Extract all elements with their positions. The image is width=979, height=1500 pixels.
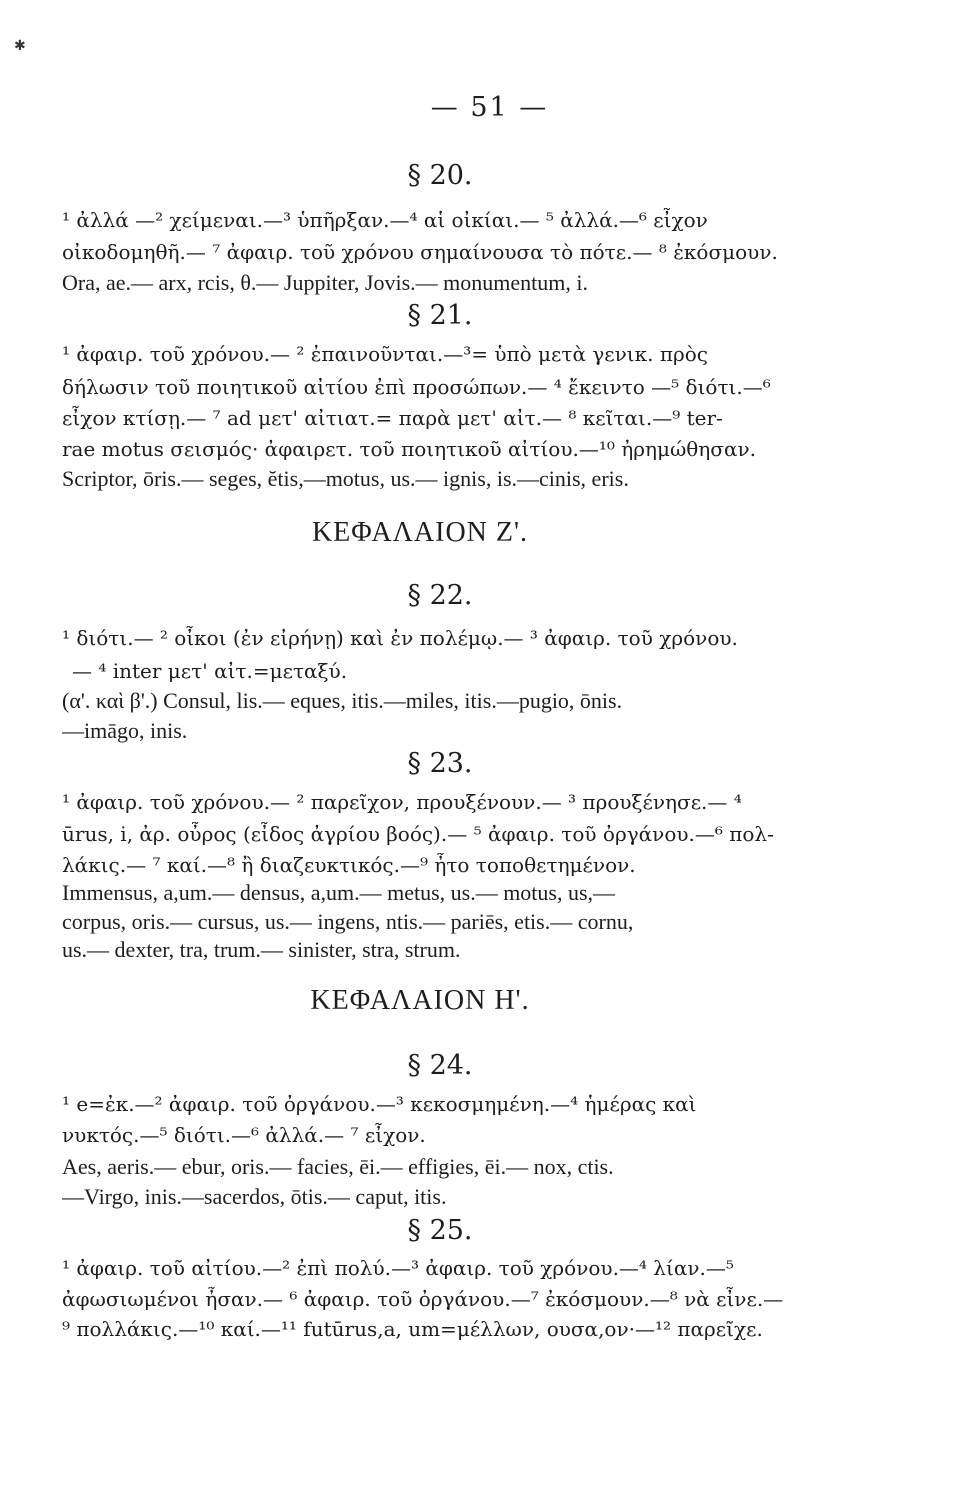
text-line: — ⁴ inter μετ' αἰτ.=μεταξύ. [72, 659, 348, 683]
text-line: ¹ ἀφαιρ. τοῦ αἰτίου.—² ἐπὶ πολύ.—³ ἀφαιρ. τοῦ χρόνου.—⁴ λίαν.—⁵ [62, 1256, 734, 1280]
text-line: οἰκοδομηθῆ.— ⁷ ἀφαιρ. τοῦ χρόνου σημαίνουσα τὸ πότε.— ⁸ ἐκόσμουν. [62, 240, 778, 264]
text-line: ¹ διότι.— ² οἶκοι (ἐν εἰρήνῃ) καὶ ἐν πολέμῳ.— ³ ἀφαιρ. τοῦ χρόνου. [62, 626, 738, 650]
section-heading-25: § 25. [407, 1215, 473, 1246]
text-line: λάκις.— ⁷ καί.—⁸ ἢ διαζευκτικός.—⁹ ἦτο τοποθετημένον. [62, 853, 636, 877]
text-line: ¹ ἀλλά —² χείμεναι.—³ ὑπῆρξαν.—⁴ αἱ οἰκίαι.— ⁵ ἀλλά.—⁶ εἶχον [62, 208, 708, 232]
text-line: —imāgo, inis. [62, 718, 188, 743]
text-line: δήλωσιν τοῦ ποιητικοῦ αἰτίου ἐπὶ προσώπων.— ⁴ ἔκειντο —⁵ διότι.—⁶ [62, 375, 771, 399]
chapter-title-8: ΚΕΦΑΛΑΙΟΝ Η'. [310, 985, 530, 1016]
section-heading-23: § 23. [407, 748, 473, 779]
page-number: — 51 — [430, 92, 549, 123]
text-line: Aes, aeris.— ebur, oris.— facies, ēi.— effigies, ēi.— nox, ctis. [62, 1154, 614, 1179]
text-line: ¹ e=ἐκ.—² ἀφαιρ. τοῦ ὀργάνου.—³ κεκοσμημένη.—⁴ ἡμέρας καὶ [62, 1092, 697, 1116]
text-line: Ora, ae.— arx, rcis, θ.— Juppiter, Jovis.— monumentum, i. [62, 270, 588, 295]
text-line: (α'. καὶ β'.) Consul, lis.— eques, itis.—miles, itis.—pugio, ōnis. [62, 688, 623, 713]
section-heading-24: § 24. [407, 1050, 473, 1081]
text-line: rae motus σεισμός· ἀφαιρετ. τοῦ ποιητικοῦ αἰτίου.—¹⁰ ἠρημώθησαν. [62, 437, 756, 461]
chapter-title-7: ΚΕΦΑΛΑΙΟΝ Ζ'. [311, 517, 529, 548]
text-line: —Virgo, inis.—sacerdos, ōtis.— caput, itis. [62, 1184, 447, 1209]
text-line: ἀφωσιωμένοι ἦσαν.— ⁶ ἀφαιρ. τοῦ ὀργάνου.—⁷ ἐκόσμουν.—⁸ νὰ εἶνε.— [62, 1287, 784, 1311]
text-line: Immensus, a,um.— densus, a,um.— metus, us.— motus, us,— [62, 880, 616, 905]
text-line: ¹ ἀφαιρ. τοῦ χρόνου.— ² παρεῖχον, προυξένουν.— ³ προυξένησε.— ⁴ [62, 790, 742, 814]
text-line: νυκτός.—⁵ διότι.—⁶ ἀλλά.— ⁷ εἶχον. [62, 1123, 426, 1147]
text-line: ¹ ἀφαιρ. τοῦ χρόνου.— ² ἐπαινοῦνται.—³= ὑπὸ μετὰ γενικ. πρὸς [62, 342, 708, 366]
text-line: Scriptor, ōris.— seges, ĕtis,—motus, us.— ignis, is.—cinis, eris. [62, 466, 629, 491]
section-heading-22: § 22. [407, 580, 473, 611]
text-line: corpus, oris.— cursus, us.— ingens, ntis.— pariēs, etis.— cornu, [62, 909, 634, 934]
corner-speck-icon: ✱ [14, 38, 26, 54]
text-line: εἶχον κτίσῃ.— ⁷ ad μετ' αἰτιατ.= παρὰ μετ' αἰτ.— ⁸ κεῖται.—⁹ ter- [62, 406, 723, 430]
section-heading-20: § 20. [407, 160, 473, 191]
text-line: us.— dexter, tra, trum.— sinister, stra, strum. [62, 937, 461, 962]
section-heading-21: § 21. [407, 300, 473, 331]
text-line: ūrus, i, ἀρ. οὖρος (εἶδος ἀγρίου βοός).— ⁵ ἀφαιρ. τοῦ ὀργάνου.—⁶ πολ- [62, 822, 774, 846]
text-line: ⁹ πολλάκις.—¹⁰ καί.—¹¹ futūrus,a, um=μέλλων, ουσα,ον·—¹² παρεῖχε. [62, 1317, 763, 1341]
